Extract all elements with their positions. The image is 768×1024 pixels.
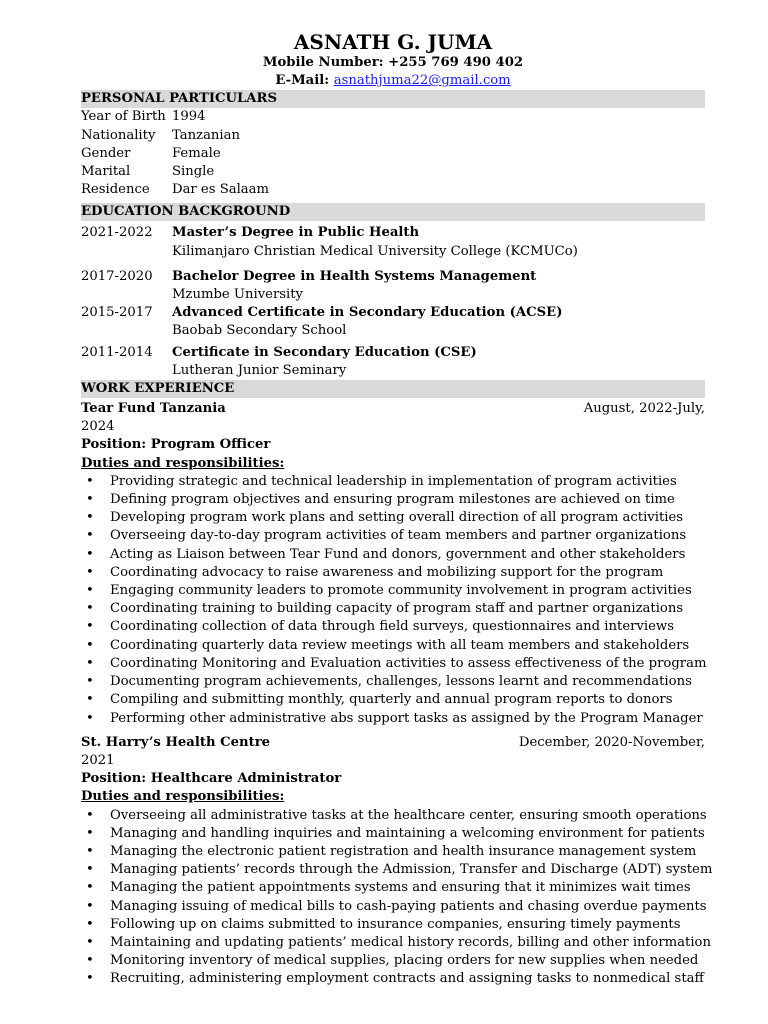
personal-row (81, 163, 705, 181)
personal-row (81, 181, 705, 199)
personal-value: Tanzanian (172, 127, 241, 143)
section-personal-particulars: PERSONAL PARTICULARS (81, 90, 705, 108)
duty-item: • Coordinating quarterly data review meetings with all team members and stakeholders (81, 637, 705, 655)
personal-value: 1994 (172, 109, 206, 125)
duty-item: • Providing strategic and technical leadership in implementation of program activities (81, 473, 705, 491)
education-entry (81, 265, 705, 304)
candidate-name: ASNATH G. JUMA (293, 30, 493, 54)
duty-item: • Managing the electronic patient registration and health insurance management system (81, 843, 705, 861)
email-label: E-Mail: (275, 73, 330, 89)
email-line (81, 72, 705, 90)
job-employer: Tear Fund Tanzania (81, 401, 226, 417)
duties-list (81, 807, 713, 989)
duty-item: • Defining program objectives and ensuring program milestones are achieved on time (81, 491, 705, 509)
mobile-label: Mobile Number: (262, 55, 384, 70)
personal-row (81, 127, 705, 145)
duty-item: • Maintaining and updating patients’ medical history records, billing and other information (81, 934, 705, 952)
personal-row (81, 108, 705, 126)
education-entry (81, 341, 705, 380)
personal-value: Female (172, 145, 221, 161)
job-position: Position: Program Officer (81, 437, 271, 453)
duty-item: • Acting as Liaison between Tear Fund and donors, government and other stakeholders (81, 546, 705, 564)
job-employer: St. Harry’s Health Centre (81, 734, 271, 750)
education-school: Kilimanjaro Christian Medical University College (KCMUCo) (172, 243, 578, 259)
duties-list (81, 473, 705, 728)
duty-item: • Engaging community leaders to promote community involvement in program activities (81, 582, 705, 600)
education-degree: Bachelor Degree in Health Systems Management (172, 268, 537, 284)
duty-item: • Managing patients’ records through the Admission, Transfer and Discharge (ADT) system (81, 861, 705, 879)
education-entry (81, 301, 705, 340)
job-dates-continued: 2021 (81, 752, 115, 768)
duties-heading: Duties and responsibilities: (81, 455, 285, 471)
education-years: 2021-2022 (81, 225, 153, 241)
duties-heading: Duties and responsibilities: (81, 789, 285, 805)
education-school: Lutheran Junior Seminary (172, 362, 347, 378)
education-years: 2011-2014 (81, 344, 153, 360)
duty-item: • Developing program work plans and setting overall direction of all program activities (81, 509, 705, 527)
personal-label: Nationality (81, 127, 156, 143)
personal-value: Dar es Salaam (172, 182, 270, 198)
personal-label: Year of Birth (81, 109, 166, 125)
job-position: Position: Healthcare Administrator (81, 771, 342, 787)
job-entry (81, 400, 705, 728)
duty-item: • Overseeing day-to-day program activities of team members and partner organizations (81, 527, 705, 545)
duty-item: • Coordinating collection of data through field surveys, questionnaires and interviews (81, 618, 705, 636)
duty-item: • Coordinating training to building capacity of program staff and partner organizations (81, 600, 705, 618)
duty-item: • Coordinating Monitoring and Evaluation activities to assess effectiveness of the program (81, 655, 705, 673)
personal-value: Single (172, 164, 215, 180)
education-degree: Master’s Degree in Public Health (172, 225, 420, 241)
duty-item: • Managing and handling inquiries and maintaining a welcoming environment for patients (81, 825, 705, 843)
personal-label: Gender (81, 145, 131, 161)
personal-label: Residence (81, 182, 150, 198)
job-entry (81, 734, 713, 989)
duty-item: • Monitoring inventory of medical supplies, placing orders for new supplies when needed (81, 952, 705, 970)
education-list (81, 221, 705, 380)
duty-item: • Documenting program achievements, challenges, lessons learnt and recommendations (81, 673, 705, 691)
duty-item: • Following up on claims submitted to insurance companies, ensuring timely payments (81, 916, 705, 934)
duty-item: • Managing the patient appointments systems and ensuring that it minimizes wait times (81, 879, 705, 897)
education-degree: Certificate in Secondary Education (CSE) (172, 344, 477, 360)
section-work-experience: WORK EXPERIENCE (81, 380, 705, 398)
personal-label: Marital (81, 164, 131, 180)
resume-page (81, 30, 713, 989)
education-entry (81, 221, 705, 260)
duty-item: • Coordinating advocacy to raise awareness and mobilizing support for the program (81, 564, 705, 582)
education-years: 2017-2020 (81, 268, 153, 284)
job-dates: December, 2020-November, (518, 734, 705, 750)
education-school: Mzumbe University (172, 287, 304, 303)
duty-item: • Performing other administrative abs support tasks as assigned by the Program Manager (81, 710, 705, 728)
education-years: 2015-2017 (81, 305, 153, 321)
education-school: Baobab Secondary School (172, 323, 347, 339)
mobile-number: +255 769 490 402 (388, 55, 524, 70)
duty-item: • Managing issuing of medical bills to cash-paying patients and chasing overdue payments (81, 898, 705, 916)
section-education-background: EDUCATION BACKGROUND (81, 203, 705, 221)
email-link[interactable]: asnathjuma22@gmail.com (333, 73, 511, 89)
job-dates: August, 2022-July, (583, 401, 705, 417)
job-header (81, 734, 705, 752)
mobile-line (81, 54, 705, 72)
job-header (81, 400, 705, 418)
personal-row (81, 145, 705, 163)
education-degree: Advanced Certificate in Secondary Education (ACSE) (172, 305, 563, 321)
duty-item: • Recruiting, administering employment contracts and assigning tasks to nonmedical staff (81, 970, 705, 988)
duty-item: • Compiling and submitting monthly, quarterly and annual program reports to donors (81, 691, 705, 709)
duty-item: • Overseeing all administrative tasks at the healthcare center, ensuring smooth operations (81, 807, 705, 825)
personal-rows (81, 108, 705, 199)
job-dates-continued: 2024 (81, 419, 115, 435)
